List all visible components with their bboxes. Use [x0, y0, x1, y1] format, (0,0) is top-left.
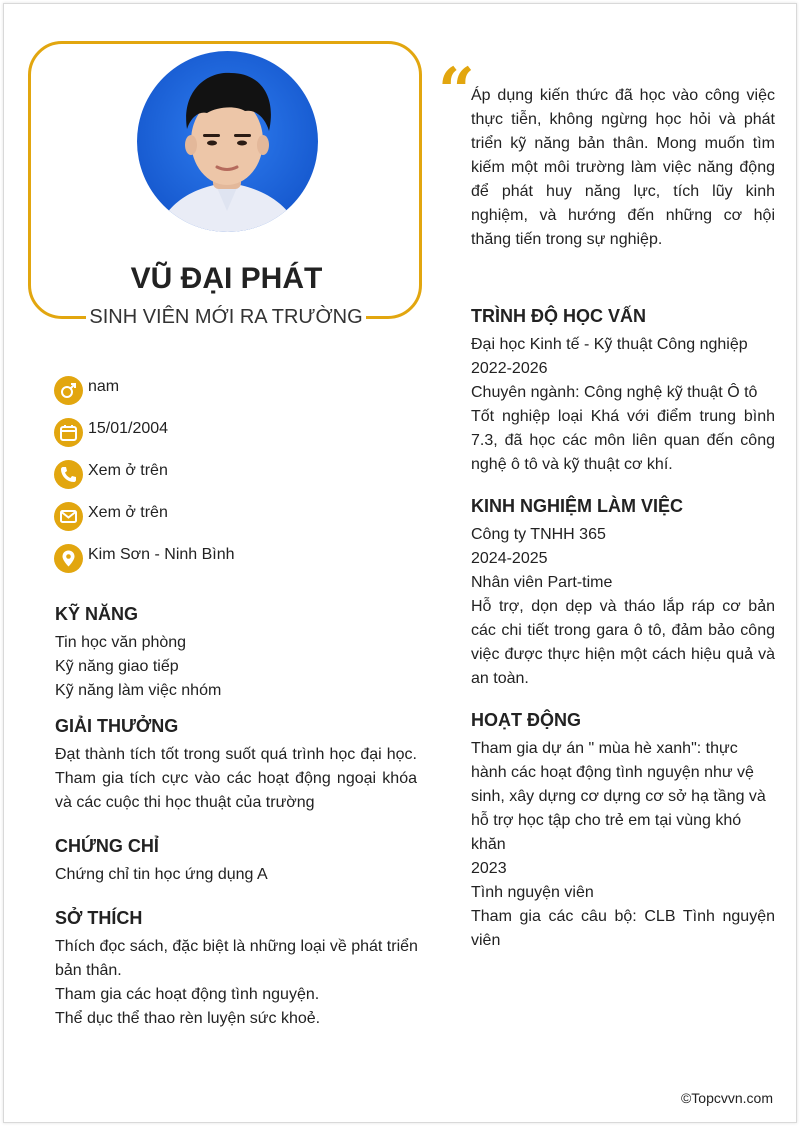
contact-gender [54, 376, 414, 406]
contact-email [54, 502, 414, 532]
education-heading: TRÌNH ĐỘ HỌC VẤN [471, 306, 646, 326]
activity-year: 2023 [471, 860, 507, 877]
career-objective: Áp dụng kiến thức đã học vào công việc thực tiễn, không ngừng học hỏi và phát triển kỹ năng bản thân. Mong muốn tìm kiếm một môi trường làm việc năng động để phát huy năng lực, tích lũy kinh nghiệm, và hướng đến những cơ hội thăng tiến trong sự nghiệp. [471, 87, 775, 248]
contact-birthday [54, 418, 414, 448]
activity-project: Tham gia dự án " mùa hè xanh": thực hành các hoạt động tình nguyện như vệ sinh, xây dựng cơ dựng cơ sở hạ tầng và hỗ trợ học tập cho trẻ em tại vùng khó khăn [471, 740, 766, 853]
address-value: Kim Sơn - Ninh Bình [88, 546, 235, 563]
awards-heading: GIẢI THƯỞNG [55, 716, 179, 736]
activity-role: Tình nguyện viên [471, 884, 594, 901]
skill-item: Kỹ năng giao tiếp [55, 658, 179, 675]
activities-block [471, 737, 775, 953]
skills-list [55, 631, 425, 703]
education-major: Chuyên ngành: Công nghệ kỹ thuật Ô tô [471, 384, 758, 401]
candidate-title: SINH VIÊN MỚI RA TRƯỜNG [86, 303, 366, 331]
phone-icon [54, 460, 83, 489]
activity-club: Tham gia các câu bộ: CLB Tình nguyện viên [471, 908, 775, 949]
email-icon [54, 502, 83, 531]
gender-value: nam [88, 378, 120, 395]
experience-description: Hỗ trợ, dọn dẹp và tháo lắp ráp cơ bản các chi tiết trong gara ô tô, đảm bảo công việc được thực hiện một cách hiệu quả và an toàn. [471, 598, 775, 687]
awards-text: Đạt thành tích tốt trong suốt quá trình học đại học. Tham gia tích cực vào các hoạt động ngoại khóa và các cuộc thi học thuật của trường [55, 746, 417, 811]
experience-block [471, 523, 775, 691]
hobbies-list [55, 935, 421, 1031]
footer-copyright: ©Topcvvn.com [680, 1090, 773, 1106]
experience-company: Công ty TNHH 365 [471, 526, 606, 543]
education-period: 2022-2026 [471, 360, 548, 377]
gender-icon [54, 376, 83, 405]
activities-heading: HOẠT ĐỘNG [471, 710, 581, 730]
contact-address [54, 544, 414, 574]
phone-value: Xem ở trên [88, 462, 168, 479]
experience-heading: KINH NGHIỆM LÀM VIỆC [471, 496, 684, 516]
hobby-item: Thích đọc sách, đặc biệt là những loại về phát triển bản thân. [55, 938, 418, 979]
education-school: Đại học Kinh tế - Kỹ thuật Công nghiệp [471, 336, 748, 353]
location-pin-icon [54, 544, 83, 573]
education-block [471, 333, 775, 477]
birthday-value: 15/01/2004 [88, 420, 169, 437]
calendar-icon [54, 418, 83, 447]
skill-item: Tin học văn phòng [55, 634, 187, 651]
email-value: Xem ở trên [88, 504, 168, 521]
candidate-name: VŨ ĐẠI PHÁT [130, 262, 323, 295]
contact-phone [54, 460, 414, 490]
experience-position: Nhân viên Part-time [471, 574, 613, 591]
education-description: Tốt nghiệp loại Khá với điểm trung bình 7.3, đã học các môn liên quan đến công nghệ ô tô và kỹ thuật cơ khí. [471, 408, 775, 473]
certificates-list [55, 863, 425, 887]
skills-heading: KỸ NĂNG [55, 604, 139, 624]
hobby-item: Tham gia các hoạt động tình nguyện. [55, 986, 320, 1003]
experience-period: 2024-2025 [471, 550, 548, 567]
skill-item: Kỹ năng làm việc nhóm [55, 682, 222, 699]
certificates-heading: CHỨNG CHỈ [55, 836, 159, 856]
quote-icon: “ [438, 54, 475, 129]
certificate-item: Chứng chỉ tin học ứng dụng A [55, 866, 268, 883]
hobby-item: Thể dục thể thao rèn luyện sức khoẻ. [55, 1010, 321, 1027]
hobbies-heading: SỞ THÍCH [55, 908, 143, 928]
profile-photo [137, 51, 318, 232]
